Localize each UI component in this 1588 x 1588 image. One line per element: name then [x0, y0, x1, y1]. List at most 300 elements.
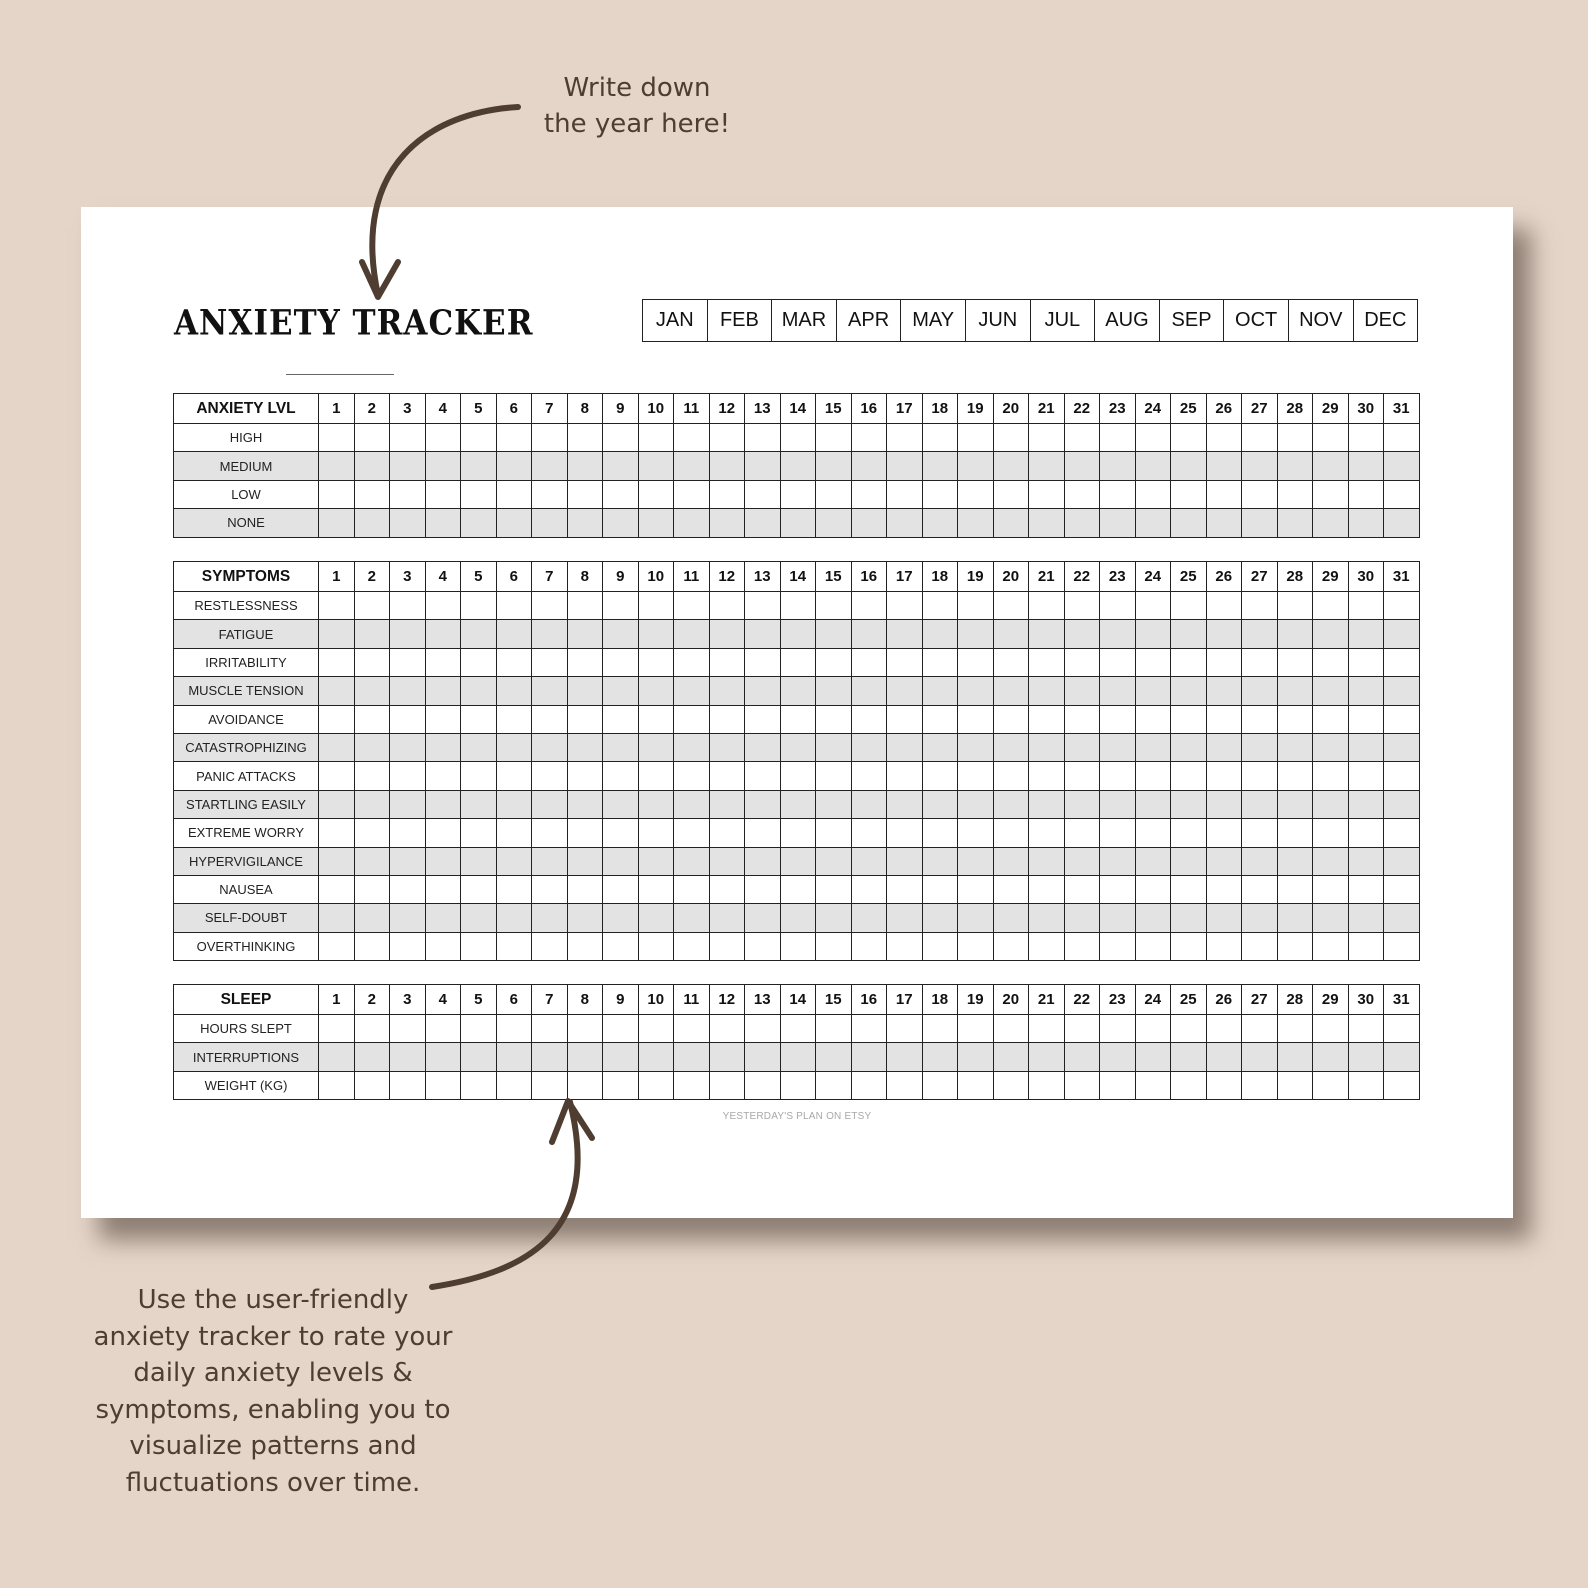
tracker-cell[interactable]	[319, 762, 355, 790]
tracker-cell[interactable]	[709, 648, 745, 676]
tracker-cell[interactable]	[638, 819, 674, 847]
tracker-cell[interactable]	[496, 790, 532, 818]
tracker-cell[interactable]	[603, 424, 639, 452]
tracker-cell[interactable]	[816, 648, 852, 676]
tracker-cell[interactable]	[887, 677, 923, 705]
tracker-cell[interactable]	[461, 509, 497, 537]
tracker-cell[interactable]	[567, 790, 603, 818]
tracker-cell[interactable]	[1242, 904, 1278, 932]
tracker-cell[interactable]	[851, 819, 887, 847]
tracker-cell[interactable]	[1206, 875, 1242, 903]
tracker-cell[interactable]	[1171, 847, 1207, 875]
tracker-cell[interactable]	[922, 1071, 958, 1099]
tracker-cell[interactable]	[1064, 847, 1100, 875]
tracker-cell[interactable]	[1348, 1043, 1384, 1071]
tracker-cell[interactable]	[1313, 875, 1349, 903]
tracker-cell[interactable]	[1064, 1071, 1100, 1099]
tracker-cell[interactable]	[1313, 592, 1349, 620]
tracker-cell[interactable]	[354, 480, 390, 508]
tracker-cell[interactable]	[993, 932, 1029, 960]
tracker-cell[interactable]	[319, 648, 355, 676]
tracker-cell[interactable]	[425, 819, 461, 847]
tracker-cell[interactable]	[425, 509, 461, 537]
tracker-cell[interactable]	[1313, 819, 1349, 847]
tracker-cell[interactable]	[1135, 733, 1171, 761]
tracker-cell[interactable]	[1242, 733, 1278, 761]
tracker-cell[interactable]	[709, 1015, 745, 1043]
tracker-cell[interactable]	[745, 790, 781, 818]
tracker-cell[interactable]	[851, 592, 887, 620]
tracker-cell[interactable]	[922, 1015, 958, 1043]
month-jan[interactable]: JAN	[655, 309, 694, 331]
tracker-cell[interactable]	[709, 677, 745, 705]
tracker-cell[interactable]	[1206, 1071, 1242, 1099]
tracker-cell[interactable]	[1029, 424, 1065, 452]
month-mar[interactable]: MAR	[771, 300, 836, 341]
tracker-cell[interactable]	[567, 424, 603, 452]
tracker-cell[interactable]	[887, 847, 923, 875]
tracker-cell[interactable]	[354, 762, 390, 790]
tracker-cell[interactable]	[638, 932, 674, 960]
tracker-cell[interactable]	[745, 932, 781, 960]
tracker-cell[interactable]	[1064, 677, 1100, 705]
tracker-cell[interactable]	[1384, 648, 1420, 676]
tracker-cell[interactable]	[603, 1071, 639, 1099]
tracker-cell[interactable]	[319, 1043, 355, 1071]
tracker-cell[interactable]	[496, 932, 532, 960]
tracker-cell[interactable]	[390, 648, 426, 676]
tracker-cell[interactable]	[1029, 1015, 1065, 1043]
tracker-cell[interactable]	[1171, 705, 1207, 733]
tracker-cell[interactable]	[638, 620, 674, 648]
tracker-cell[interactable]	[993, 648, 1029, 676]
tracker-cell[interactable]	[993, 592, 1029, 620]
tracker-cell[interactable]	[425, 677, 461, 705]
tracker-cell[interactable]	[1348, 480, 1384, 508]
tracker-cell[interactable]	[922, 620, 958, 648]
tracker-cell[interactable]	[1384, 424, 1420, 452]
tracker-cell[interactable]	[354, 875, 390, 903]
tracker-cell[interactable]	[709, 480, 745, 508]
tracker-cell[interactable]	[1135, 620, 1171, 648]
tracker-cell[interactable]	[851, 424, 887, 452]
tracker-cell[interactable]	[354, 705, 390, 733]
tracker-cell[interactable]	[532, 932, 568, 960]
tracker-cell[interactable]	[425, 932, 461, 960]
tracker-cell[interactable]	[496, 1043, 532, 1071]
tracker-cell[interactable]	[1206, 904, 1242, 932]
tracker-cell[interactable]	[1100, 452, 1136, 480]
tracker-cell[interactable]	[461, 932, 497, 960]
tracker-cell[interactable]	[1384, 762, 1420, 790]
tracker-cell[interactable]	[1100, 620, 1136, 648]
tracker-cell[interactable]	[816, 847, 852, 875]
tracker-cell[interactable]	[1100, 509, 1136, 537]
tracker-cell[interactable]	[958, 480, 994, 508]
tracker-cell[interactable]	[319, 904, 355, 932]
tracker-cell[interactable]	[1348, 648, 1384, 676]
tracker-cell[interactable]	[425, 762, 461, 790]
tracker-cell[interactable]	[1313, 1043, 1349, 1071]
tracker-cell[interactable]	[1135, 509, 1171, 537]
tracker-cell[interactable]	[1348, 424, 1384, 452]
tracker-cell[interactable]	[780, 1043, 816, 1071]
tracker-cell[interactable]	[390, 1071, 426, 1099]
tracker-cell[interactable]	[390, 620, 426, 648]
tracker-cell[interactable]	[461, 677, 497, 705]
tracker-cell[interactable]	[993, 1015, 1029, 1043]
tracker-cell[interactable]	[461, 592, 497, 620]
tracker-cell[interactable]	[1313, 424, 1349, 452]
tracker-cell[interactable]	[603, 762, 639, 790]
tracker-cell[interactable]	[1064, 620, 1100, 648]
tracker-cell[interactable]	[390, 875, 426, 903]
tracker-cell[interactable]	[603, 648, 639, 676]
tracker-cell[interactable]	[354, 733, 390, 761]
tracker-cell[interactable]	[532, 733, 568, 761]
tracker-cell[interactable]	[745, 904, 781, 932]
tracker-cell[interactable]	[1348, 790, 1384, 818]
tracker-cell[interactable]	[496, 1071, 532, 1099]
tracker-cell[interactable]	[780, 509, 816, 537]
tracker-cell[interactable]	[496, 875, 532, 903]
tracker-cell[interactable]	[780, 875, 816, 903]
tracker-cell[interactable]	[1313, 1071, 1349, 1099]
tracker-cell[interactable]	[1206, 762, 1242, 790]
tracker-cell[interactable]	[1029, 875, 1065, 903]
tracker-cell[interactable]	[1277, 424, 1313, 452]
tracker-cell[interactable]	[709, 819, 745, 847]
tracker-cell[interactable]	[1242, 847, 1278, 875]
tracker-cell[interactable]	[532, 452, 568, 480]
tracker-cell[interactable]	[745, 509, 781, 537]
tracker-cell[interactable]	[887, 875, 923, 903]
tracker-cell[interactable]	[780, 705, 816, 733]
tracker-cell[interactable]	[390, 1015, 426, 1043]
tracker-cell[interactable]	[461, 1043, 497, 1071]
tracker-cell[interactable]	[1135, 790, 1171, 818]
tracker-cell[interactable]	[603, 790, 639, 818]
tracker-cell[interactable]	[816, 677, 852, 705]
tracker-cell[interactable]	[603, 509, 639, 537]
tracker-cell[interactable]	[1242, 875, 1278, 903]
tracker-cell[interactable]	[993, 509, 1029, 537]
tracker-cell[interactable]	[816, 819, 852, 847]
tracker-cell[interactable]	[709, 424, 745, 452]
tracker-cell[interactable]	[1384, 1071, 1420, 1099]
tracker-cell[interactable]	[1313, 733, 1349, 761]
tracker-cell[interactable]	[674, 1015, 710, 1043]
tracker-cell[interactable]	[1277, 509, 1313, 537]
tracker-cell[interactable]	[1313, 677, 1349, 705]
tracker-cell[interactable]	[922, 677, 958, 705]
tracker-cell[interactable]	[319, 620, 355, 648]
tracker-cell[interactable]	[425, 1015, 461, 1043]
tracker-cell[interactable]	[745, 819, 781, 847]
tracker-cell[interactable]	[461, 819, 497, 847]
tracker-cell[interactable]	[993, 1043, 1029, 1071]
tracker-cell[interactable]	[496, 762, 532, 790]
tracker-cell[interactable]	[1384, 819, 1420, 847]
tracker-cell[interactable]	[1029, 509, 1065, 537]
tracker-cell[interactable]	[390, 819, 426, 847]
tracker-cell[interactable]	[1064, 480, 1100, 508]
tracker-cell[interactable]	[1348, 875, 1384, 903]
tracker-cell[interactable]	[1206, 480, 1242, 508]
tracker-cell[interactable]	[1100, 648, 1136, 676]
tracker-cell[interactable]	[1348, 762, 1384, 790]
tracker-cell[interactable]	[745, 620, 781, 648]
tracker-cell[interactable]	[390, 1043, 426, 1071]
tracker-cell[interactable]	[461, 452, 497, 480]
tracker-cell[interactable]	[1064, 875, 1100, 903]
tracker-cell[interactable]	[993, 762, 1029, 790]
tracker-cell[interactable]	[922, 932, 958, 960]
tracker-cell[interactable]	[1206, 847, 1242, 875]
tracker-cell[interactable]	[816, 790, 852, 818]
tracker-cell[interactable]	[709, 452, 745, 480]
tracker-cell[interactable]	[816, 733, 852, 761]
tracker-cell[interactable]	[390, 452, 426, 480]
tracker-cell[interactable]	[1029, 847, 1065, 875]
tracker-cell[interactable]	[354, 904, 390, 932]
tracker-cell[interactable]	[1206, 620, 1242, 648]
tracker-cell[interactable]	[1277, 677, 1313, 705]
tracker-cell[interactable]	[887, 620, 923, 648]
tracker-cell[interactable]	[1313, 509, 1349, 537]
tracker-cell[interactable]	[1171, 452, 1207, 480]
tracker-cell[interactable]	[709, 875, 745, 903]
tracker-cell[interactable]	[354, 819, 390, 847]
month-nov[interactable]: NOV	[1288, 300, 1353, 341]
tracker-cell[interactable]	[780, 648, 816, 676]
tracker-cell[interactable]	[745, 847, 781, 875]
tracker-cell[interactable]	[709, 904, 745, 932]
tracker-cell[interactable]	[993, 452, 1029, 480]
tracker-cell[interactable]	[354, 424, 390, 452]
tracker-cell[interactable]	[1277, 904, 1313, 932]
tracker-cell[interactable]	[745, 733, 781, 761]
tracker-cell[interactable]	[1029, 790, 1065, 818]
year-write-line[interactable]	[286, 374, 394, 375]
tracker-cell[interactable]	[1135, 847, 1171, 875]
tracker-cell[interactable]	[1277, 847, 1313, 875]
month-sep[interactable]: SEP	[1159, 300, 1224, 341]
tracker-cell[interactable]	[319, 424, 355, 452]
tracker-cell[interactable]	[425, 705, 461, 733]
tracker-cell[interactable]	[1242, 648, 1278, 676]
tracker-cell[interactable]	[1135, 1015, 1171, 1043]
tracker-cell[interactable]	[1277, 452, 1313, 480]
tracker-cell[interactable]	[1313, 790, 1349, 818]
tracker-cell[interactable]	[638, 452, 674, 480]
tracker-cell[interactable]	[745, 1015, 781, 1043]
tracker-cell[interactable]	[922, 480, 958, 508]
tracker-cell[interactable]	[993, 424, 1029, 452]
tracker-cell[interactable]	[1313, 1015, 1349, 1043]
tracker-cell[interactable]	[461, 904, 497, 932]
tracker-cell[interactable]	[1171, 1015, 1207, 1043]
tracker-cell[interactable]	[354, 452, 390, 480]
tracker-cell[interactable]	[958, 875, 994, 903]
tracker-cell[interactable]	[1064, 932, 1100, 960]
tracker-cell[interactable]	[887, 509, 923, 537]
tracker-cell[interactable]	[1029, 762, 1065, 790]
tracker-cell[interactable]	[745, 592, 781, 620]
tracker-cell[interactable]	[496, 819, 532, 847]
tracker-cell[interactable]	[567, 509, 603, 537]
tracker-cell[interactable]	[638, 1071, 674, 1099]
tracker-cell[interactable]	[887, 452, 923, 480]
tracker-cell[interactable]	[709, 847, 745, 875]
tracker-cell[interactable]	[780, 677, 816, 705]
tracker-cell[interactable]	[674, 677, 710, 705]
tracker-cell[interactable]	[461, 875, 497, 903]
tracker-cell[interactable]	[1064, 705, 1100, 733]
tracker-cell[interactable]	[1242, 819, 1278, 847]
tracker-cell[interactable]	[1277, 790, 1313, 818]
tracker-cell[interactable]	[1242, 1015, 1278, 1043]
month-dec[interactable]: DEC	[1353, 300, 1418, 341]
tracker-cell[interactable]	[1348, 705, 1384, 733]
tracker-cell[interactable]	[851, 932, 887, 960]
tracker-cell[interactable]	[567, 762, 603, 790]
tracker-cell[interactable]	[887, 1071, 923, 1099]
tracker-cell[interactable]	[1384, 677, 1420, 705]
tracker-cell[interactable]	[1242, 932, 1278, 960]
tracker-cell[interactable]	[390, 847, 426, 875]
tracker-cell[interactable]	[461, 733, 497, 761]
tracker-cell[interactable]	[603, 705, 639, 733]
tracker-cell[interactable]	[1171, 648, 1207, 676]
tracker-cell[interactable]	[674, 762, 710, 790]
tracker-cell[interactable]	[816, 1015, 852, 1043]
tracker-cell[interactable]	[780, 904, 816, 932]
tracker-cell[interactable]	[993, 705, 1029, 733]
tracker-cell[interactable]	[709, 509, 745, 537]
tracker-cell[interactable]	[461, 847, 497, 875]
tracker-cell[interactable]	[567, 1043, 603, 1071]
tracker-cell[interactable]	[1313, 452, 1349, 480]
tracker-cell[interactable]	[1206, 790, 1242, 818]
tracker-cell[interactable]	[319, 1071, 355, 1099]
tracker-cell[interactable]	[603, 733, 639, 761]
tracker-cell[interactable]	[390, 705, 426, 733]
tracker-cell[interactable]	[1029, 819, 1065, 847]
tracker-cell[interactable]	[780, 733, 816, 761]
tracker-cell[interactable]	[638, 1015, 674, 1043]
tracker-cell[interactable]	[1171, 592, 1207, 620]
tracker-cell[interactable]	[319, 819, 355, 847]
tracker-cell[interactable]	[1384, 480, 1420, 508]
tracker-cell[interactable]	[1384, 904, 1420, 932]
tracker-cell[interactable]	[532, 1071, 568, 1099]
tracker-cell[interactable]	[638, 648, 674, 676]
tracker-cell[interactable]	[425, 733, 461, 761]
tracker-cell[interactable]	[354, 620, 390, 648]
tracker-cell[interactable]	[638, 875, 674, 903]
tracker-cell[interactable]	[496, 648, 532, 676]
tracker-cell[interactable]	[887, 705, 923, 733]
tracker-cell[interactable]	[1171, 1071, 1207, 1099]
tracker-cell[interactable]	[1100, 790, 1136, 818]
tracker-cell[interactable]	[1100, 762, 1136, 790]
tracker-cell[interactable]	[993, 790, 1029, 818]
tracker-cell[interactable]	[1029, 620, 1065, 648]
tracker-cell[interactable]	[603, 875, 639, 903]
tracker-cell[interactable]	[958, 677, 994, 705]
tracker-cell[interactable]	[603, 620, 639, 648]
tracker-cell[interactable]	[922, 592, 958, 620]
tracker-cell[interactable]	[390, 790, 426, 818]
tracker-cell[interactable]	[425, 1071, 461, 1099]
tracker-cell[interactable]	[887, 480, 923, 508]
tracker-cell[interactable]	[1100, 1015, 1136, 1043]
tracker-cell[interactable]	[1064, 424, 1100, 452]
tracker-cell[interactable]	[958, 733, 994, 761]
tracker-cell[interactable]	[390, 424, 426, 452]
tracker-cell[interactable]	[1135, 1071, 1171, 1099]
tracker-cell[interactable]	[958, 620, 994, 648]
tracker-cell[interactable]	[1384, 875, 1420, 903]
tracker-cell[interactable]	[461, 620, 497, 648]
tracker-cell[interactable]	[993, 733, 1029, 761]
tracker-cell[interactable]	[1348, 819, 1384, 847]
tracker-cell[interactable]	[496, 705, 532, 733]
tracker-cell[interactable]	[887, 1043, 923, 1071]
tracker-cell[interactable]	[1135, 762, 1171, 790]
tracker-cell[interactable]	[425, 592, 461, 620]
tracker-cell[interactable]	[1206, 452, 1242, 480]
tracker-cell[interactable]	[1064, 648, 1100, 676]
tracker-cell[interactable]	[461, 648, 497, 676]
tracker-cell[interactable]	[958, 1071, 994, 1099]
tracker-cell[interactable]	[390, 592, 426, 620]
tracker-cell[interactable]	[319, 705, 355, 733]
tracker-cell[interactable]	[1029, 677, 1065, 705]
tracker-cell[interactable]	[851, 790, 887, 818]
tracker-cell[interactable]	[390, 904, 426, 932]
tracker-cell[interactable]	[780, 480, 816, 508]
tracker-cell[interactable]	[674, 733, 710, 761]
tracker-cell[interactable]	[674, 648, 710, 676]
tracker-cell[interactable]	[1384, 1015, 1420, 1043]
tracker-cell[interactable]	[1384, 620, 1420, 648]
tracker-cell[interactable]	[425, 875, 461, 903]
tracker-cell[interactable]	[1171, 480, 1207, 508]
tracker-cell[interactable]	[1064, 904, 1100, 932]
tracker-cell[interactable]	[709, 705, 745, 733]
tracker-cell[interactable]	[532, 509, 568, 537]
tracker-cell[interactable]	[1064, 819, 1100, 847]
tracker-cell[interactable]	[461, 705, 497, 733]
tracker-cell[interactable]	[745, 677, 781, 705]
tracker-cell[interactable]	[1384, 592, 1420, 620]
tracker-cell[interactable]	[922, 847, 958, 875]
tracker-cell[interactable]	[461, 1015, 497, 1043]
tracker-cell[interactable]	[1100, 733, 1136, 761]
tracker-cell[interactable]	[816, 424, 852, 452]
month-may[interactable]: MAY	[900, 300, 965, 341]
tracker-cell[interactable]	[496, 592, 532, 620]
tracker-cell[interactable]	[887, 1015, 923, 1043]
tracker-cell[interactable]	[709, 1043, 745, 1071]
tracker-cell[interactable]	[354, 1043, 390, 1071]
tracker-cell[interactable]	[1348, 847, 1384, 875]
tracker-cell[interactable]	[1029, 1071, 1065, 1099]
tracker-cell[interactable]	[1277, 733, 1313, 761]
tracker-cell[interactable]	[1064, 790, 1100, 818]
